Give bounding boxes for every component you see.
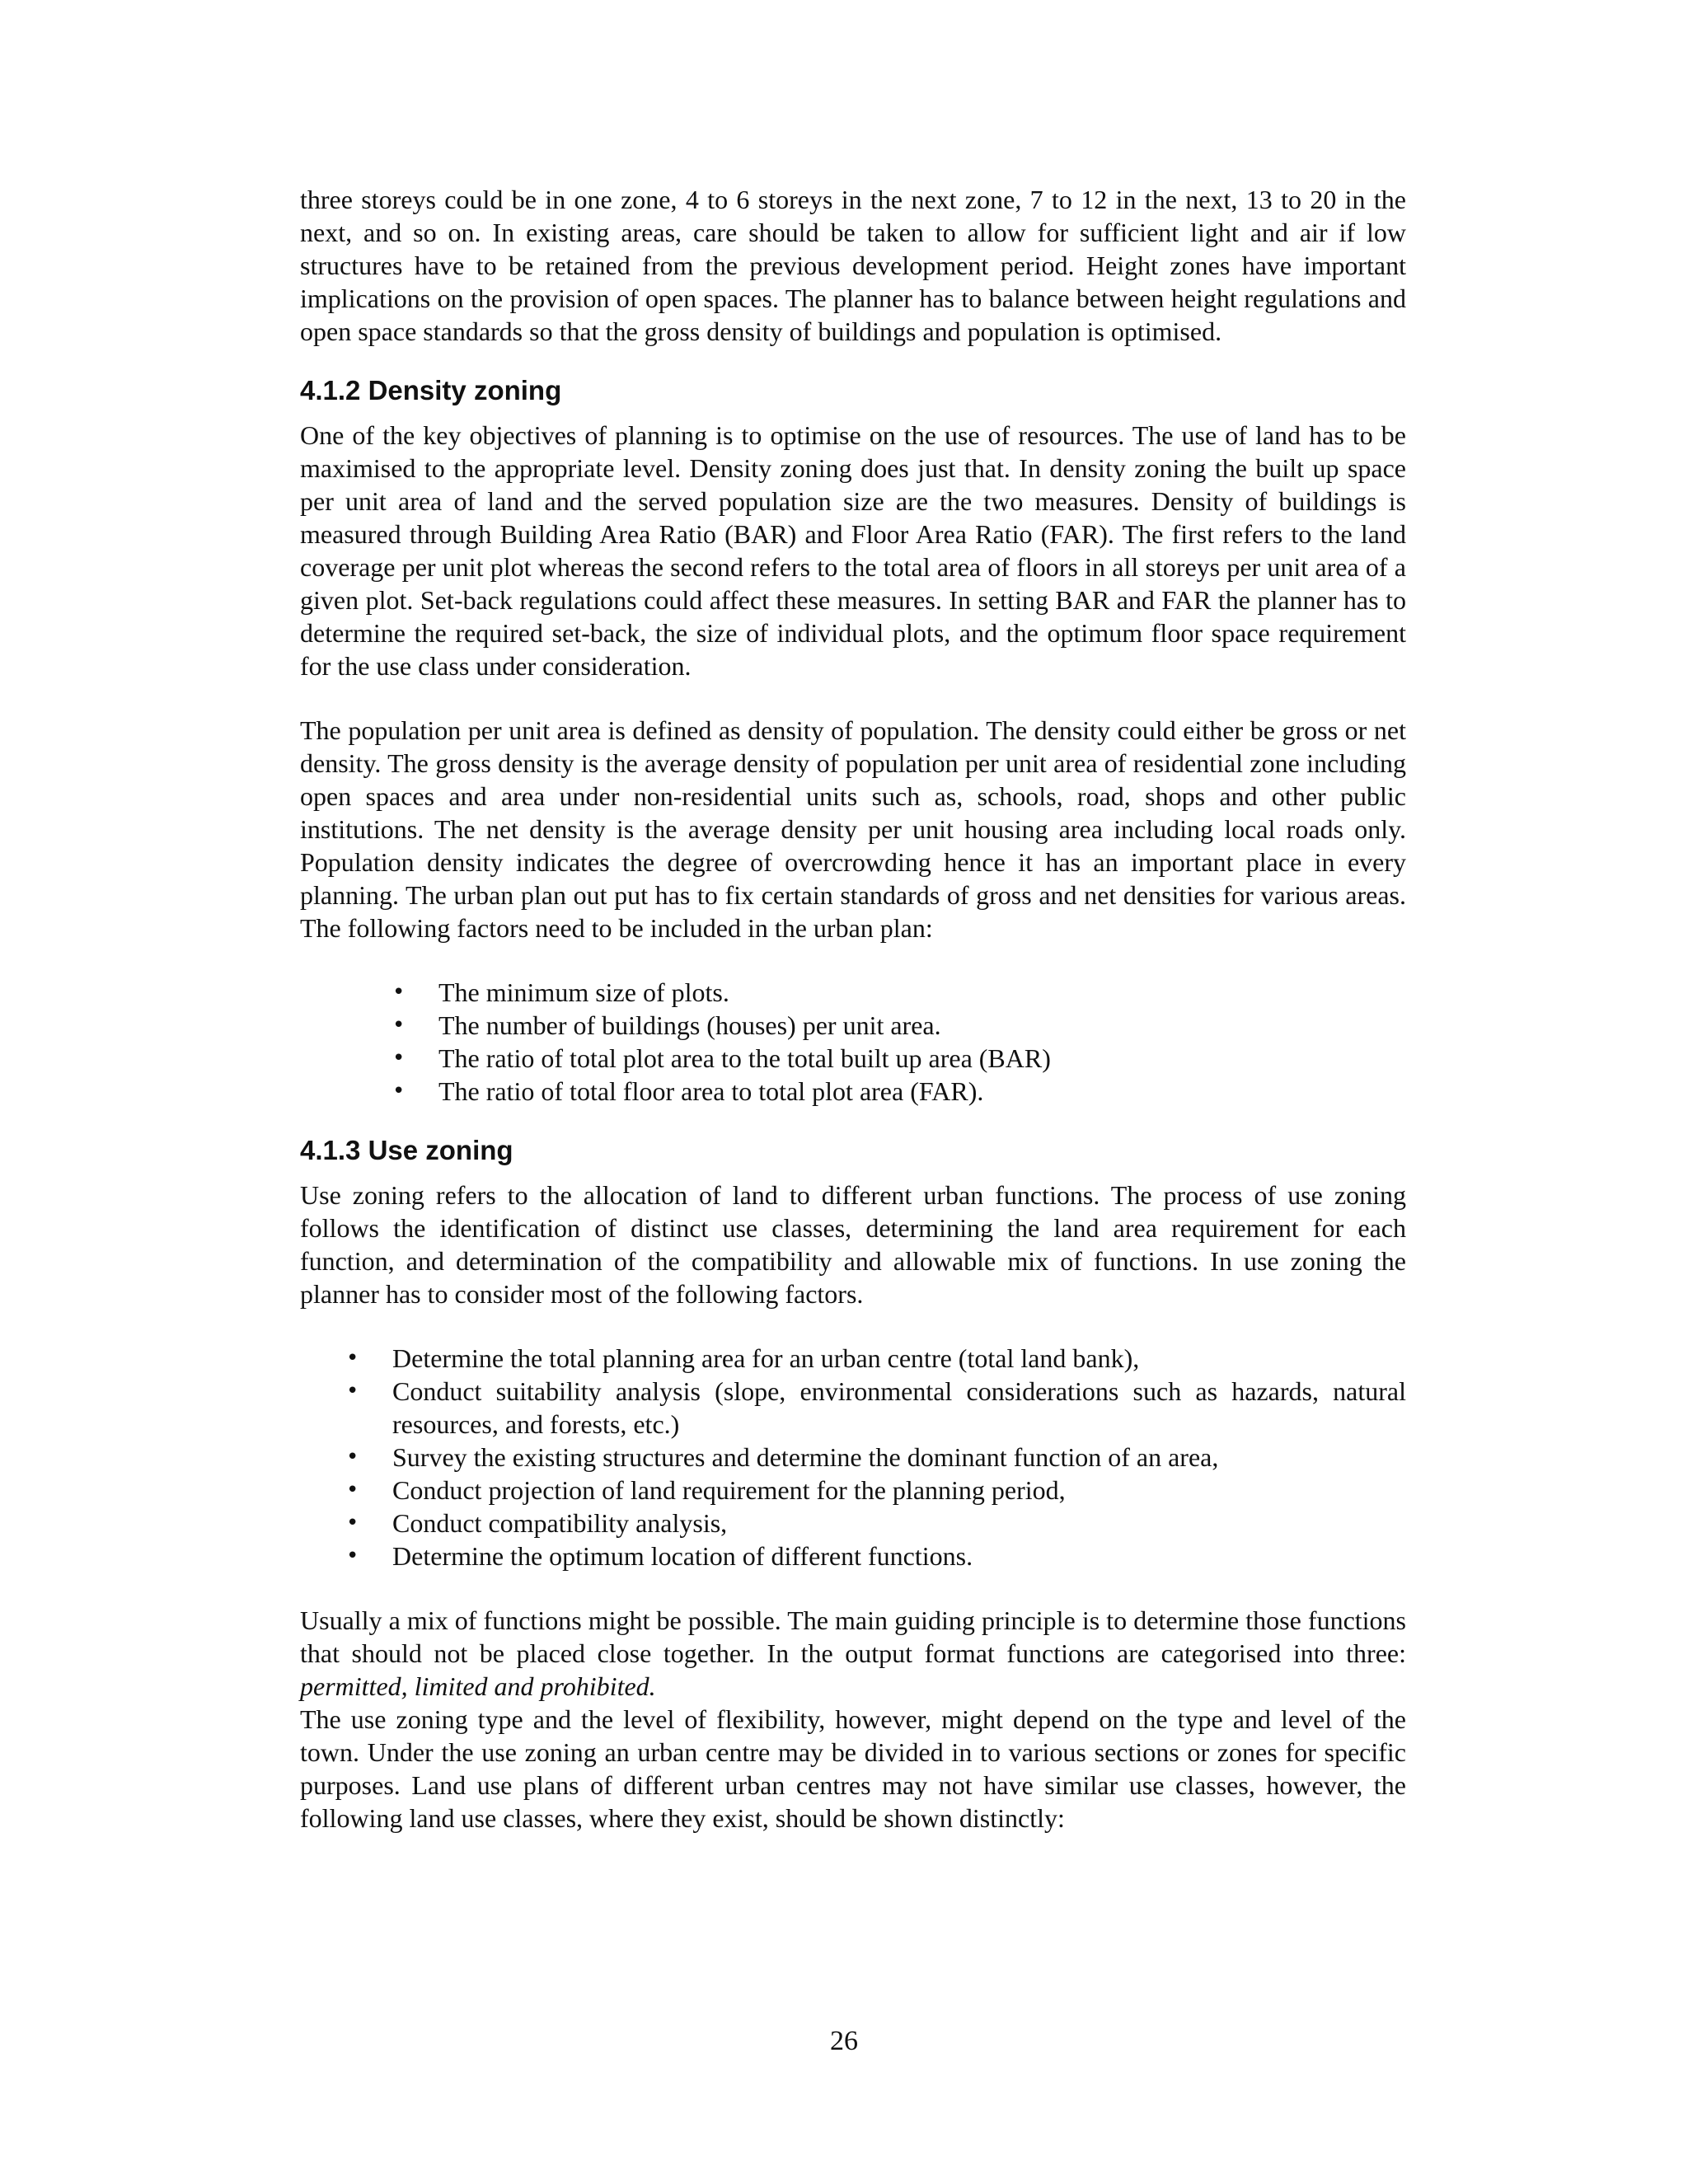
bullet-icon: •	[392, 1079, 406, 1104]
list-item: • Conduct projection of land requirement for the planning period,	[346, 1475, 1066, 1505]
list-item: • The ratio of total floor area to total plot area (FAR).	[392, 1076, 984, 1106]
bullet-icon: •	[346, 1511, 359, 1535]
list-item: • Conduct compatibility analysis,	[346, 1508, 728, 1538]
list-item: • The minimum size of plots.	[392, 977, 729, 1007]
bullet-icon: •	[346, 1379, 359, 1404]
bullet-icon: •	[346, 1478, 359, 1502]
bullet-icon: •	[392, 1046, 406, 1071]
list-item: • Conduct suitability analysis (slope, environmental considerations such as hazards, natural resources, and forests, etc.)	[346, 1376, 1406, 1439]
use-zoning-paragraph-1: Use zoning refers to the allocation of land to different urban functions. The process of use zoning follows the identification of distinct use classes, determining the land area requirement for each function, and determination of the compatibility and allowable mix of functions. In use zoning the planner has to consider most of the following factors.	[300, 1180, 1406, 1309]
use-categories-italic: permitted, limited and prohibited.	[300, 1671, 656, 1701]
bullet-icon: •	[346, 1445, 359, 1469]
density-factors-list	[300, 976, 1406, 1108]
density-paragraph-2: The population per unit area is defined as density of population. The density could either be gross or net density. The gross density is the average density of population per unit area of residential zone including open spaces and area under non-residential units such as, schools, road, shops and other public institutions. The net density is the average density per unit housing area including local roads only. Population density indicates the degree of overcrowding hence it has an important place in every planning. The urban plan out put has to fix certain standards of gross and net densities for various areas. The following factors need to be included in the urban plan:	[300, 715, 1406, 943]
use-zoning-paragraph-2: Usually a mix of functions might be possible. The main guiding principle is to determine those functions that should not be placed close together. In the output format functions are categorised into three: permitted, limited and prohibited.	[300, 1605, 1406, 1701]
bullet-icon: •	[392, 1013, 406, 1038]
list-item: • The ratio of total plot area to the total built up area (BAR)	[392, 1043, 1051, 1073]
section-heading-density-zoning: 4.1.2 Density zoning	[300, 375, 562, 405]
use-zoning-factors-list	[300, 1342, 1406, 1572]
page-number: 26	[830, 2026, 858, 2056]
use-zoning-paragraph-3: The use zoning type and the level of flexibility, however, might depend on the type and level of the town. Under the use zoning an urban centre may be divided in to various sections or zones for specific purposes. Land use plans of different urban centres may not have similar use classes, however, the following land use classes, where they exist, should be shown distinctly:	[300, 1704, 1406, 1833]
bullet-icon: •	[392, 980, 406, 1005]
density-paragraph-1: One of the key objectives of planning is to optimise on the use of resources. The use of land has to be maximised to the appropriate level. Density zoning does just that. In density zoning the built up space per unit area of land and the served population size are the two measures. Density of buildings is measured through Building Area Ratio (BAR) and Floor Area Ratio (FAR). The first refers to the land coverage per unit plot whereas the second refers to the total area of floors in all storeys per unit area of a given plot. Set-back regulations could affect these measures. In setting BAR and FAR the planner has to determine the required set-back, the size of individual plots, and the optimum floor space requirement for the use class under consideration.	[300, 420, 1406, 681]
section-heading-use-zoning: 4.1.3 Use zoning	[300, 1135, 513, 1165]
document-page	[300, 183, 1406, 1835]
bullet-icon: •	[346, 1544, 359, 1568]
list-item: • Survey the existing structures and determine the dominant function of an area,	[346, 1442, 1219, 1472]
list-item: • The number of buildings (houses) per unit area.	[392, 1010, 941, 1040]
list-item: • Determine the total planning area for an urban centre (total land bank),	[346, 1343, 1140, 1373]
bullet-icon: •	[346, 1346, 359, 1371]
intro-paragraph: three storeys could be in one zone, 4 to 6 storeys in the next zone, 7 to 12 in the next, 13 to 20 in the next, and so on. In existing areas, care should be taken to allow for sufficient light and air if low structures have to be retained from the previous development period. Height zones have important implications on the provision of open spaces. The planner has to balance between height regulations and open space standards so that the gross density of buildings and population is optimised.	[300, 185, 1406, 346]
list-item: • Determine the optimum location of different functions.	[346, 1541, 973, 1571]
